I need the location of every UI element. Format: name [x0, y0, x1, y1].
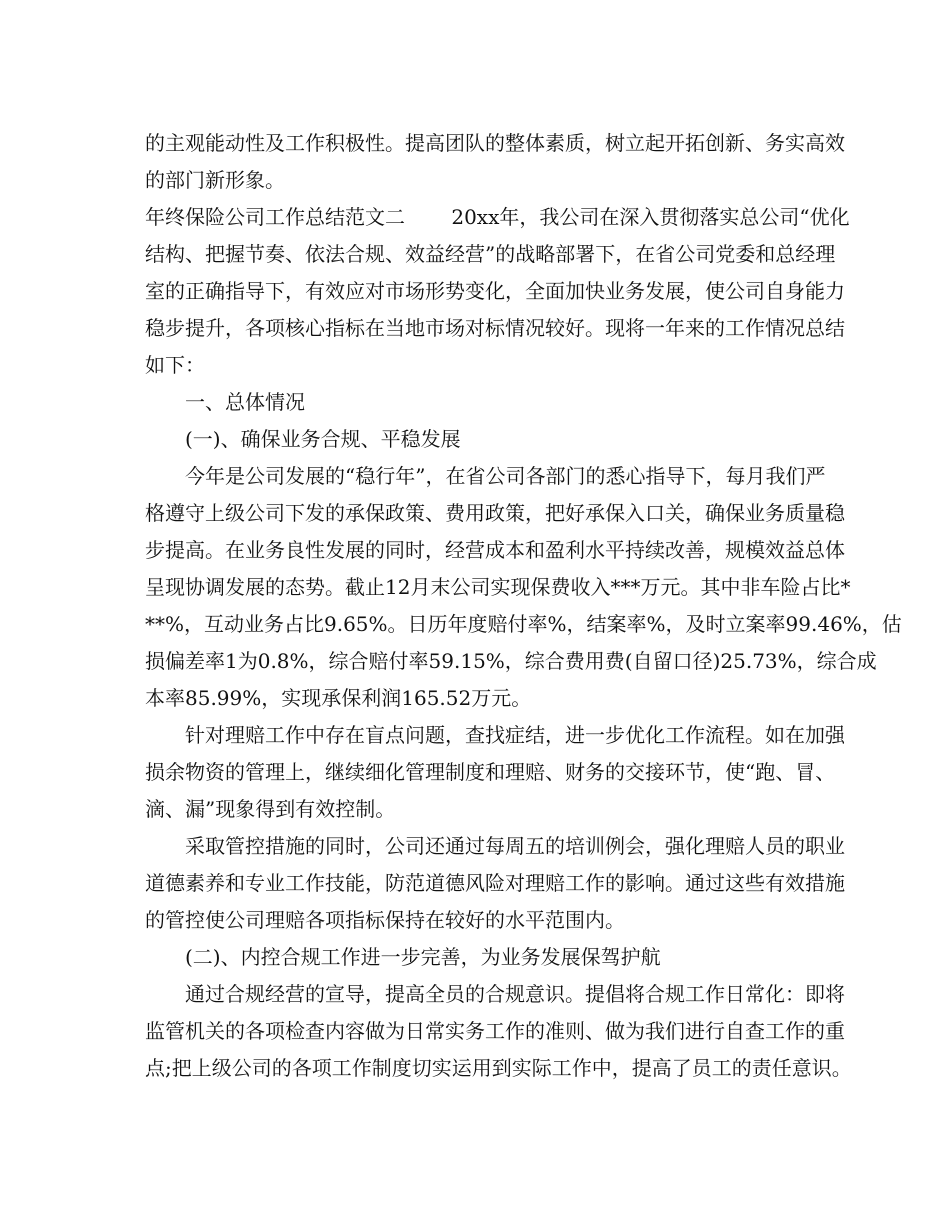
- body-text-line: 针对理赔工作中存在盲点问题，查找症结，进一步优化工作流程。如在加强: [145, 723, 845, 747]
- body-text-line: 通过合规经营的宣导，提高全员的合规意识。提倡将合规工作日常化：即将: [145, 982, 845, 1006]
- body-text-line: 今年是公司发展的“稳行年”，在省公司各部门的悉心指导下，每月我们严: [145, 464, 826, 488]
- body-text-line: 室的正确指导下，有效应对市场形势变化，全面加快业务发展，使公司自身能力: [145, 279, 845, 303]
- body-text-line: 采取管控措施的同时，公司还通过每周五的培训例会，强化理赔人员的职业: [145, 834, 845, 858]
- body-text-line: 的管控使公司理赔各项指标保持在较好的水平范围内。: [145, 908, 625, 932]
- body-text-line: 道德素养和专业工作技能，防范道德风险对理赔工作的影响。通过这些有效措施: [145, 871, 845, 895]
- body-text-line: 点;把上级公司的各项工作制度切实运用到实际工作中，提高了员工的责任意识。: [145, 1056, 852, 1080]
- body-text-line: 监管机关的各项检查内容做为日常实务工作的准则、做为我们进行自查工作的重: [145, 1019, 845, 1043]
- body-text-line: 的部门新形象。: [145, 168, 285, 192]
- subheading-line: 一、总体情况: [145, 390, 305, 414]
- body-text-line: 步提高。在业务良性发展的同时，经营成本和盈利水平持续改善，规模效益总体: [145, 538, 845, 562]
- subheading-line: (二)、内控合规工作进一步完善，为业务发展保驾护航: [145, 945, 661, 969]
- body-text-line: 稳步提升，各项核心指标在当地市场对标情况较好。现将一年来的工作情况总结: [145, 316, 845, 340]
- body-text-line: 本率85.99%，实现承保利润165.52万元。: [145, 686, 532, 710]
- body-text-line: 损余物资的管理上，继续细化管理制度和理赔、财务的交接环节，使“跑、冒、: [145, 760, 836, 784]
- body-text-line: 呈现协调发展的态势。截止12月末公司实现保费收入***万元。其中非车险占比*: [145, 575, 851, 599]
- body-text-line: 滴、漏”现象得到有效控制。: [145, 797, 396, 821]
- body-text-line: 的主观能动性及工作积极性。提高团队的整体素质，树立起开拓创新、务实高效: [145, 131, 845, 155]
- body-text-line: **%，互动业务占比9.65%。日历年度赔付率%，结案率%，及时立案率99.46%，估: [145, 612, 902, 636]
- subheading-line: (一)、确保业务合规、平稳发展: [145, 427, 461, 451]
- body-text-line: 如下：: [145, 353, 205, 377]
- body-text-line: 损偏差率1为0.8%，综合赔付率59.15%，综合费用费(自留口径)25.73%，综合成: [145, 649, 877, 673]
- body-text-line: 结构、把握节奏、依法合规、效益经营”的战略部署下，在省公司党委和总经理: [145, 242, 836, 266]
- section-heading-line: 年终保险公司工作总结范文二 20xx年，我公司在深入贯彻落实总公司“优化: [145, 205, 850, 229]
- body-text-line: 格遵守上级公司下发的承保政策、费用政策，把好承保入口关，确保业务质量稳: [145, 501, 845, 525]
